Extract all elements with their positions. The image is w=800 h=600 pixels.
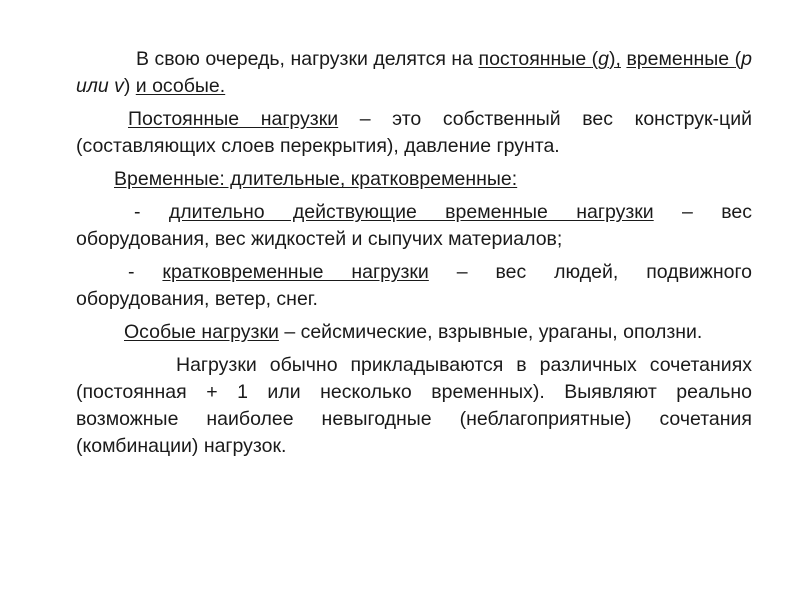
dash: -	[134, 201, 169, 223]
paragraph-temporary-heading	[76, 166, 752, 193]
term-permanent-loads: Постоянные нагрузки	[128, 108, 339, 130]
text: – сейсмические, взрывные, ураганы, оползни.	[278, 321, 703, 343]
term-permanent: постоянные (g),	[478, 48, 621, 70]
paragraph-special-loads	[76, 319, 752, 346]
text: В свою очередь, нагрузки делятся на	[136, 48, 479, 70]
dash: -	[128, 261, 163, 283]
text: Нагрузки обычно прикладываются в различных сочетаниях (постоянная + 1 или несколько временных). Выявляют реально возможные наиболее невыгодные (неблагоприятные) сочетания (комбинации) нагрузок.	[76, 354, 752, 457]
term-short-term-loads: кратковременные нагрузки	[162, 261, 429, 283]
text: – вес людей, подвижного оборудования, ветер, снег.	[76, 261, 752, 310]
term-special-loads: Особые нагрузки	[124, 321, 279, 343]
term-temporary: временные (	[626, 48, 742, 70]
text: – вес оборудования, вес жидкостей и сыпучих материалов;	[76, 201, 752, 250]
paragraph-combinations	[76, 352, 752, 460]
term-long-term-loads: длительно действующие временные нагрузки	[168, 201, 654, 223]
text: )	[123, 75, 131, 97]
symbol-p-v: p или v	[76, 48, 752, 97]
slide-body	[76, 46, 752, 460]
text: – это собственный вес конструк-ций (составляющих слоев перекрытия), давление грунта.	[76, 108, 752, 157]
paragraph-short-term	[76, 259, 752, 313]
term-temporary-heading: Временные: длительные, кратковременные:	[114, 168, 518, 190]
paragraph-permanent-loads	[76, 106, 752, 160]
paragraph-long-term	[76, 199, 752, 253]
paragraph-load-types	[76, 46, 752, 100]
term-special: и особые.	[135, 75, 226, 97]
